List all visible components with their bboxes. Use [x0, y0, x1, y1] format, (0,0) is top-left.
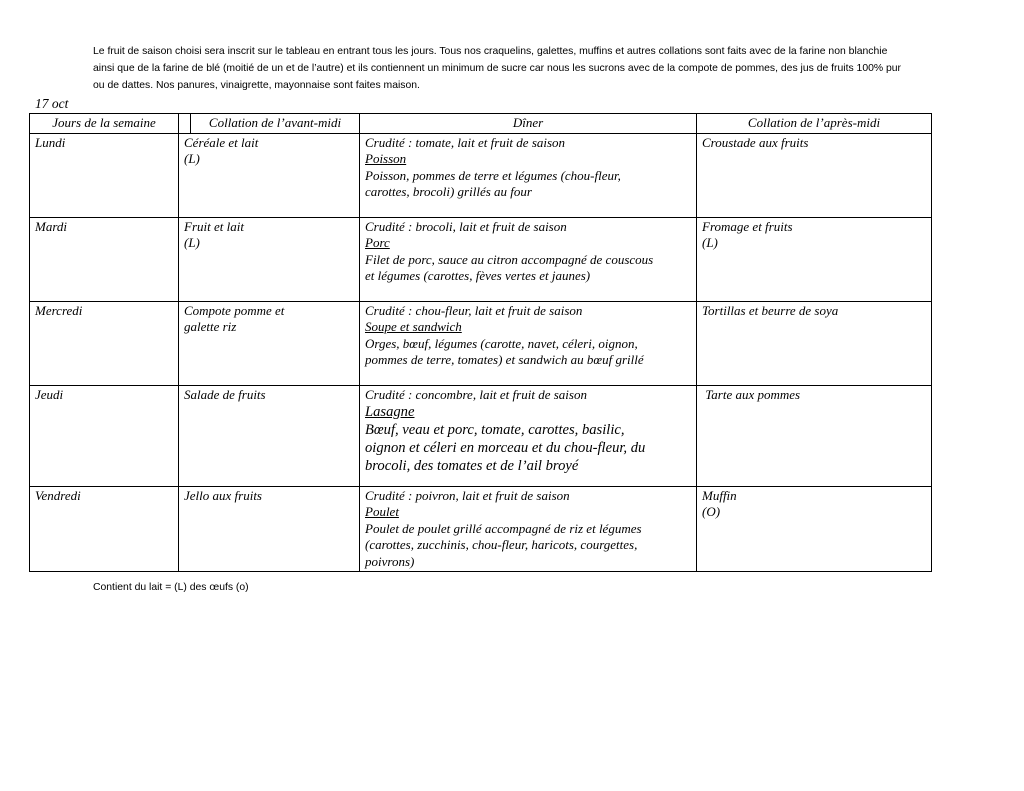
afternoon-cell: Tortillas et beurre de soya [697, 301, 932, 385]
header-afternoon: Collation de l’après-midi [697, 114, 932, 134]
intro-paragraph [93, 43, 933, 94]
morning-cell: Salade de fruits [179, 385, 360, 486]
intro-line-2: ainsi que de la farine de blé (moitié de un et de l’autre) et ils contiennent un minimum de sucre car nous les sucrons avec de la compote de pommes, des jus de fruits 100% pur [93, 63, 902, 74]
table-row [30, 133, 932, 217]
lunch-title: Lasagne [365, 404, 415, 420]
lunch-title: Poisson [365, 151, 407, 166]
table-row [30, 385, 932, 486]
day-cell: Mercredi [30, 301, 179, 385]
lunch-cell: Crudité : chou-fleur, lait et fruit de saison Soupe et sandwich Orges, bœuf, légumes (carotte, navet, céleri, oignon, pommes de terre, tomates) et sandwich au bœuf grillé [360, 301, 697, 385]
morning-cell: Jello aux fruits [179, 486, 360, 572]
lunch-cell: Crudité : poivron, lait et fruit de saison Poulet Poulet de poulet grillé accompagné de riz et légumes (carottes, zucchinis, chou-fleur, haricots, courgettes, poivrons) [360, 486, 697, 572]
morning-cell: Céréale et lait (L) [179, 133, 360, 217]
morning-cell: Fruit et lait (L) [179, 217, 360, 301]
intro-line-1: Le fruit de saison choisi sera inscrit sur le tableau en entrant tous les jours. Tous nos craquelins, galettes, muffins et autres collations sont faits avec de la farine non blanchie [93, 46, 888, 57]
header-morning: Collation de l’avant-midi [191, 114, 360, 134]
lunch-title: Porc [365, 235, 390, 250]
day-cell: Lundi [30, 133, 179, 217]
table-row [30, 486, 932, 572]
lunch-title: Soupe et sandwich [365, 319, 462, 334]
header-lunch: Dîner [360, 114, 697, 134]
lunch-cell: Crudité : concombre, lait et fruit de saison Lasagne Bœuf, veau et porc, tomate, carottes, basilic, oignon et céleri en morceau et du chou-fleur, du brocoli, des tomates et de l’ail broyé [360, 385, 697, 486]
lunch-title: Poulet [365, 504, 399, 519]
header-days: Jours de la semaine [30, 114, 179, 134]
intro-line-3: ou de dattes. Nos panures, vinaigrette, mayonnaise sont faites maison. [93, 80, 420, 91]
afternoon-cell: Fromage et fruits (L) [697, 217, 932, 301]
allergen-legend: Contient du lait = (L) des œufs (o) [93, 582, 249, 593]
afternoon-cell: Tarte aux pommes [697, 385, 932, 486]
day-cell: Jeudi [30, 385, 179, 486]
header-row [30, 114, 932, 134]
menu-date: 17 oct [35, 96, 69, 111]
day-cell: Vendredi [30, 486, 179, 572]
header-spacer [179, 114, 191, 134]
lunch-cell: Crudité : tomate, lait et fruit de saison Poisson Poisson, pommes de terre et légumes (chou-fleur, carottes, brocoli) grillés au four [360, 133, 697, 217]
menu-table [29, 113, 932, 572]
table-row [30, 301, 932, 385]
day-cell: Mardi [30, 217, 179, 301]
morning-cell: Compote pomme et galette riz [179, 301, 360, 385]
afternoon-cell: Muffin (O) [697, 486, 932, 572]
table-row [30, 217, 932, 301]
afternoon-cell: Croustade aux fruits [697, 133, 932, 217]
lunch-cell: Crudité : brocoli, lait et fruit de saison Porc Filet de porc, sauce au citron accompagné de couscous et légumes (carottes, fèves vertes et jaunes) [360, 217, 697, 301]
